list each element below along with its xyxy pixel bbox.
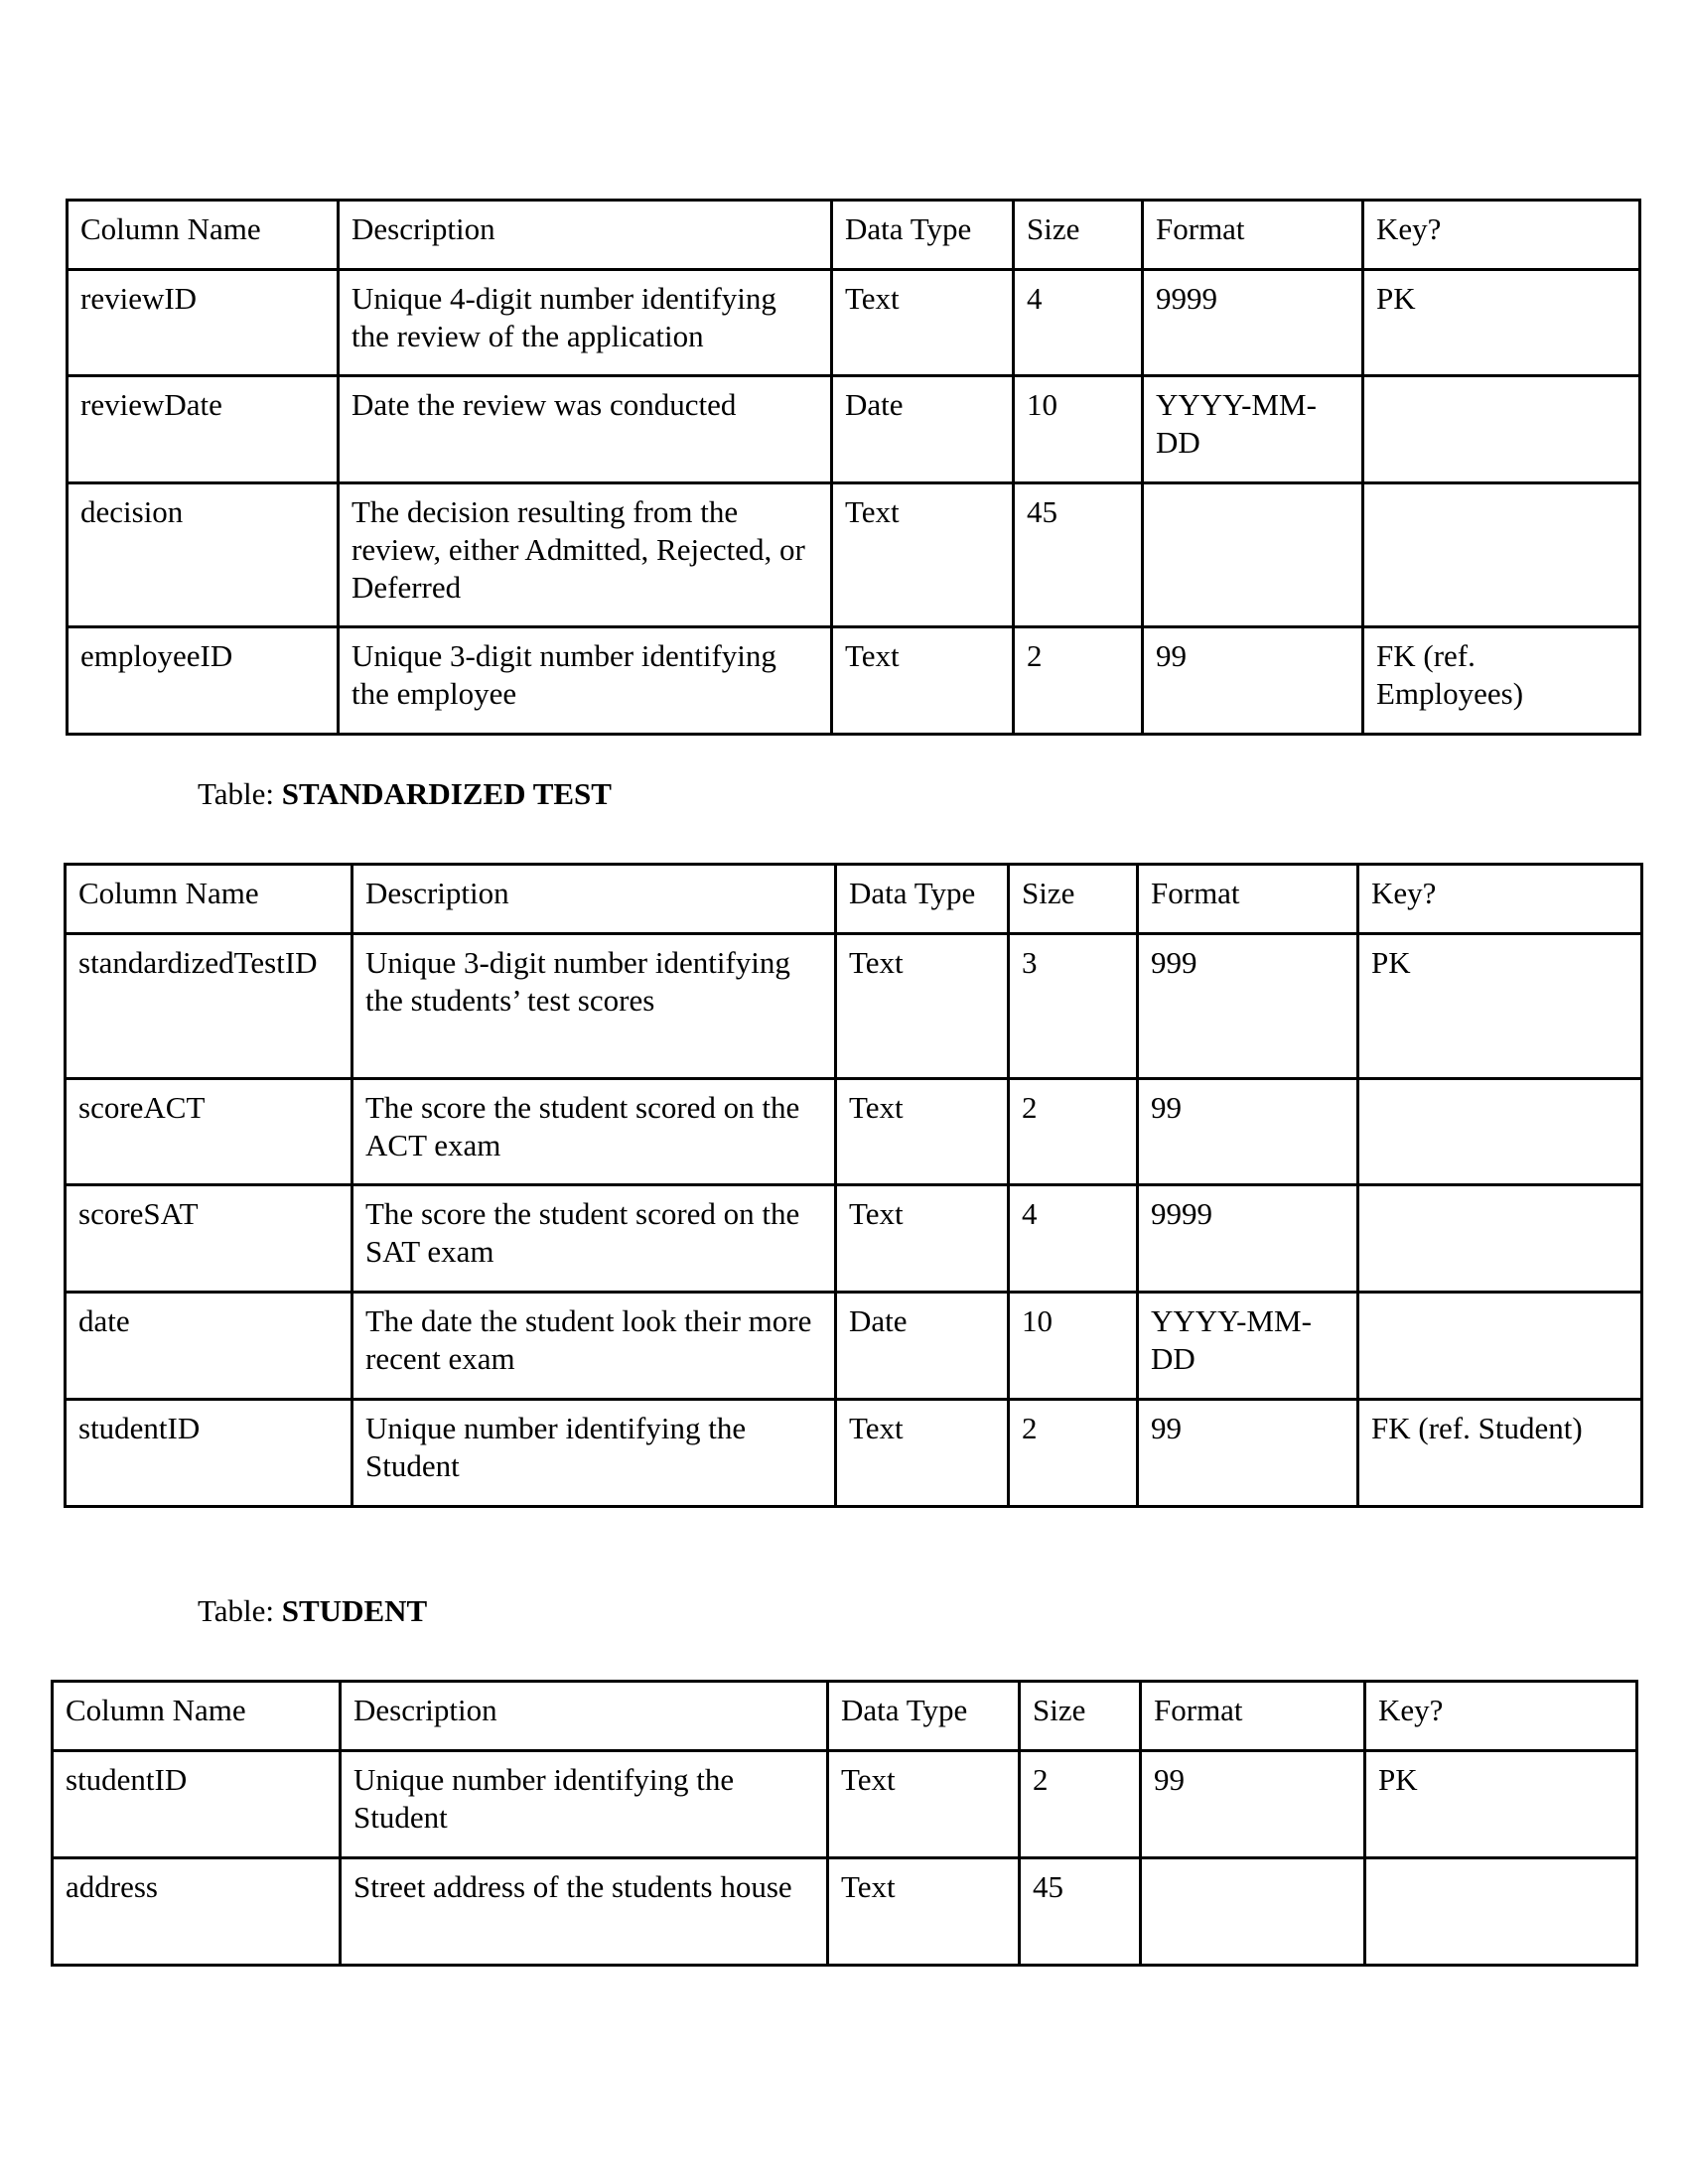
review-table [66, 199, 1641, 736]
table-cell: The score the student scored on the SAT exam [352, 1185, 836, 1293]
header-cell: Size [1020, 1682, 1141, 1751]
table-cell: PK [1358, 934, 1642, 1079]
table-cell: 2 [1014, 627, 1143, 735]
table-cell: PK [1363, 270, 1640, 376]
table-cell: reviewID [68, 270, 339, 376]
table-cell: Date [836, 1293, 1009, 1400]
table-header-row [68, 201, 1640, 270]
table-cell: Text [836, 1079, 1009, 1185]
table-cell: Text [832, 483, 1014, 627]
table-cell [1358, 1293, 1642, 1400]
standardized-test-table [64, 863, 1643, 1508]
table-row [68, 376, 1640, 483]
table-cell [1141, 1858, 1365, 1966]
table-cell: The score the student scored on the ACT exam [352, 1079, 836, 1185]
table-cell: Unique 3-digit number identifying the students’ test scores [352, 934, 836, 1079]
table-row [68, 270, 1640, 376]
table-row [66, 1079, 1642, 1185]
table-header-row [53, 1682, 1637, 1751]
header-cell: Format [1138, 865, 1358, 934]
table-cell: Text [836, 1185, 1009, 1293]
caption-name: STANDARDIZED TEST [281, 776, 612, 811]
table-cell: Unique number identifying the Student [341, 1751, 828, 1858]
header-cell: Description [352, 865, 836, 934]
table-cell: address [53, 1858, 341, 1966]
table-cell: The decision resulting from the review, either Admitted, Rejected, or Deferred [339, 483, 832, 627]
table-cell: 9999 [1138, 1185, 1358, 1293]
table-cell: 999 [1138, 934, 1358, 1079]
table-cell: employeeID [68, 627, 339, 735]
table-cell: Text [828, 1858, 1020, 1966]
table-cell: 2 [1020, 1751, 1141, 1858]
table-cell: decision [68, 483, 339, 627]
table-cell: FK (ref. Student) [1358, 1400, 1642, 1507]
header-cell: Description [341, 1682, 828, 1751]
table-cell: Text [836, 934, 1009, 1079]
table-cell: 4 [1014, 270, 1143, 376]
table-cell: 99 [1138, 1400, 1358, 1507]
table-cell: scoreACT [66, 1079, 352, 1185]
table-row [68, 483, 1640, 627]
header-cell: Data Type [832, 201, 1014, 270]
header-cell: Key? [1358, 865, 1642, 934]
table-cell: studentID [66, 1400, 352, 1507]
table-cell: 9999 [1143, 270, 1363, 376]
table-row [66, 934, 1642, 1079]
table-cell: Date the review was conducted [339, 376, 832, 483]
table-cell: 10 [1009, 1293, 1138, 1400]
table-cell [1365, 1858, 1637, 1966]
table-cell: scoreSAT [66, 1185, 352, 1293]
table-cell: FK (ref. Employees) [1363, 627, 1640, 735]
table-cell: YYYY-MM-DD [1138, 1293, 1358, 1400]
table-row [68, 627, 1640, 735]
table-cell: 2 [1009, 1400, 1138, 1507]
table-cell [1363, 483, 1640, 627]
header-cell: Data Type [836, 865, 1009, 934]
table-cell: Street address of the students house [341, 1858, 828, 1966]
header-cell: Column Name [53, 1682, 341, 1751]
table-cell: 45 [1020, 1858, 1141, 1966]
table-cell [1363, 376, 1640, 483]
table-cell: Text [832, 270, 1014, 376]
header-cell: Format [1141, 1682, 1365, 1751]
table-cell: standardizedTestID [66, 934, 352, 1079]
table-cell: Text [828, 1751, 1020, 1858]
table-row [53, 1858, 1637, 1966]
header-cell: Key? [1365, 1682, 1637, 1751]
table-cell: Unique 3-digit number identifying the employee [339, 627, 832, 735]
table-cell: date [66, 1293, 352, 1400]
table-cell: 2 [1009, 1079, 1138, 1185]
table-cell: Text [836, 1400, 1009, 1507]
header-cell: Column Name [66, 865, 352, 934]
table-cell [1358, 1079, 1642, 1185]
table-cell: The date the student look their more recent exam [352, 1293, 836, 1400]
table-cell: 99 [1141, 1751, 1365, 1858]
table-row [66, 1185, 1642, 1293]
table-row [66, 1400, 1642, 1507]
table-cell: 4 [1009, 1185, 1138, 1293]
table-caption [198, 1592, 427, 1630]
table-row [53, 1751, 1637, 1858]
table-header-row [66, 865, 1642, 934]
table-cell: Date [832, 376, 1014, 483]
header-cell: Size [1014, 201, 1143, 270]
table-cell: Unique number identifying the Student [352, 1400, 836, 1507]
table-cell: 99 [1138, 1079, 1358, 1185]
caption-name: STUDENT [281, 1593, 428, 1628]
header-cell: Size [1009, 865, 1138, 934]
table-cell: Text [832, 627, 1014, 735]
header-cell: Description [339, 201, 832, 270]
caption-prefix: Table: [198, 1593, 282, 1628]
table-cell: 10 [1014, 376, 1143, 483]
table-cell: reviewDate [68, 376, 339, 483]
table-cell: 99 [1143, 627, 1363, 735]
table-cell: 3 [1009, 934, 1138, 1079]
caption-prefix: Table: [198, 776, 282, 811]
table-row [66, 1293, 1642, 1400]
table-cell: Unique 4-digit number identifying the review of the application [339, 270, 832, 376]
table-cell: studentID [53, 1751, 341, 1858]
header-cell: Column Name [68, 201, 339, 270]
header-cell: Format [1143, 201, 1363, 270]
student-table [51, 1680, 1638, 1967]
table-cell: PK [1365, 1751, 1637, 1858]
table-cell: 45 [1014, 483, 1143, 627]
table-cell [1358, 1185, 1642, 1293]
table-caption [198, 775, 612, 813]
table-cell [1143, 483, 1363, 627]
table-cell: YYYY-MM-DD [1143, 376, 1363, 483]
header-cell: Key? [1363, 201, 1640, 270]
header-cell: Data Type [828, 1682, 1020, 1751]
